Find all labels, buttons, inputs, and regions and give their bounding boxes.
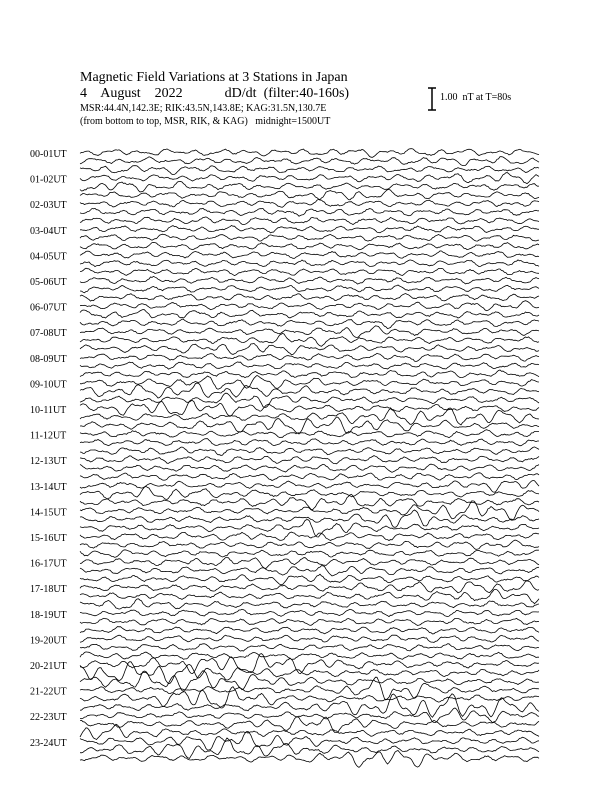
station-trace xyxy=(80,251,539,259)
station-trace xyxy=(80,599,539,609)
station-trace xyxy=(80,353,539,361)
hour-label: 15-16UT xyxy=(30,533,67,544)
hour-label: 21-22UT xyxy=(30,686,67,698)
station-trace xyxy=(80,581,539,593)
station-order-note: (from bottom to top, MSR, RIK, & KAG) midnight=1500UT xyxy=(80,116,331,127)
station-trace xyxy=(80,550,539,558)
hour-label: 00-01UT xyxy=(30,149,67,160)
station-trace xyxy=(80,439,539,446)
hour-label: 23-24UT xyxy=(30,737,67,749)
hour-label: 11-12UT xyxy=(30,430,67,442)
station-trace xyxy=(80,644,539,651)
station-trace xyxy=(80,376,539,390)
station-trace xyxy=(80,268,539,275)
hour-label: 18-19UT xyxy=(30,609,67,621)
hour-label: 14-15UT xyxy=(30,507,67,519)
station-trace xyxy=(80,481,539,493)
station-trace xyxy=(80,618,539,625)
station-trace xyxy=(80,260,539,267)
station-trace xyxy=(80,190,539,200)
station-trace xyxy=(80,370,539,378)
station-trace xyxy=(80,400,539,416)
station-trace xyxy=(80,609,539,616)
station-trace xyxy=(80,208,539,216)
station-trace xyxy=(80,181,539,192)
station-trace xyxy=(80,724,539,739)
station-trace xyxy=(80,652,539,660)
station-trace xyxy=(80,589,539,603)
hour-label: 02-03UT xyxy=(30,200,67,212)
station-trace xyxy=(80,199,539,207)
date-filter-line: 4 August 2022 dD/dt (filter:40-160s) xyxy=(80,86,350,101)
station-trace xyxy=(80,662,539,684)
station-trace xyxy=(80,430,539,438)
station-trace xyxy=(80,708,539,723)
station-trace xyxy=(80,276,539,284)
station-coordinates: MSR:44.4N,142.3E; RIK:43.5N,143.8E; KAG:31.5N,130.7E xyxy=(80,103,327,114)
station-trace xyxy=(80,333,539,346)
station-trace xyxy=(80,486,539,499)
station-trace xyxy=(80,494,539,510)
hour-label: 08-09UT xyxy=(30,353,67,365)
station-trace xyxy=(80,464,539,472)
station-trace xyxy=(80,417,539,434)
station-trace xyxy=(80,383,539,398)
station-trace xyxy=(80,738,539,758)
station-trace xyxy=(80,751,539,768)
hour-label: 03-04UT xyxy=(30,225,67,237)
hour-label: 19-20UT xyxy=(30,635,67,647)
hour-label: 07-08UT xyxy=(30,328,67,340)
station-trace xyxy=(80,226,539,233)
station-trace xyxy=(80,166,539,175)
station-trace xyxy=(80,294,539,302)
chart-title: Magnetic Field Variations at 3 Stations in Japan xyxy=(80,70,348,85)
hour-label: 22-23UT xyxy=(30,712,67,724)
station-trace xyxy=(80,157,539,166)
station-trace xyxy=(80,635,539,642)
station-trace xyxy=(80,301,539,311)
station-trace xyxy=(80,558,539,569)
station-trace xyxy=(80,310,539,319)
station-trace xyxy=(80,343,539,354)
station-trace xyxy=(80,319,539,328)
station-trace xyxy=(80,473,539,481)
hour-label: 01-02UT xyxy=(30,174,67,186)
station-trace xyxy=(80,362,539,369)
hour-label: 17-18UT xyxy=(30,584,67,596)
station-trace xyxy=(80,717,539,733)
station-trace xyxy=(80,234,539,241)
station-trace xyxy=(80,217,539,225)
station-trace xyxy=(80,627,539,634)
station-trace xyxy=(80,694,539,718)
hour-label: 16-17UT xyxy=(30,558,67,570)
station-trace xyxy=(80,408,539,425)
station-trace xyxy=(80,566,539,576)
station-trace xyxy=(80,447,539,456)
station-trace xyxy=(80,456,539,464)
station-trace xyxy=(80,654,539,674)
hour-label: 06-07UT xyxy=(30,302,67,314)
station-trace xyxy=(80,574,539,585)
station-trace xyxy=(80,173,539,184)
station-trace xyxy=(80,243,539,250)
hour-label: 09-10UT xyxy=(30,379,67,391)
station-trace xyxy=(80,540,539,549)
station-trace xyxy=(80,326,539,338)
scale-label: 1.00 nT at T=80s xyxy=(440,92,512,103)
hour-label: 05-06UT xyxy=(30,277,67,288)
hour-label: 10-11UT xyxy=(30,405,67,416)
station-trace xyxy=(80,149,539,158)
hour-label: 20-21UT xyxy=(30,661,67,672)
station-trace xyxy=(80,285,539,293)
station-trace xyxy=(80,532,539,540)
station-trace xyxy=(80,393,539,407)
station-trace xyxy=(80,510,539,527)
hour-label: 13-14UT xyxy=(30,481,67,493)
hour-label: 04-05UT xyxy=(30,251,67,263)
hour-label: 12-13UT xyxy=(30,456,67,468)
